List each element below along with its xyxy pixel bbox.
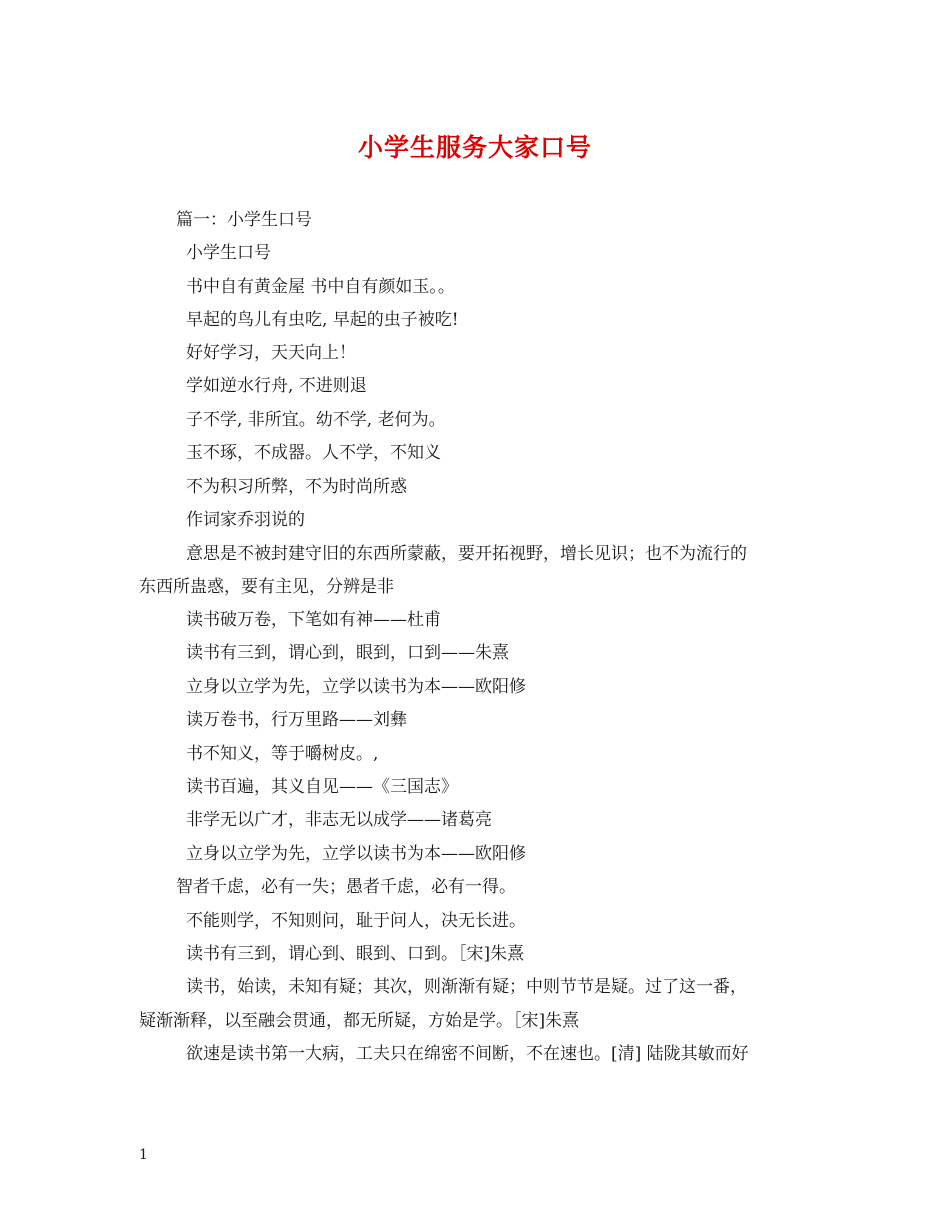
page-title: 小学生服务大家口号 — [357, 133, 592, 162]
section-heading: 篇一：小学生口号 — [176, 210, 312, 230]
text-line: 书不知义，等于嚼树皮。, — [186, 744, 379, 764]
text-line: 读书百遍，其义自见——《三国志》 — [186, 777, 458, 797]
text-line: 读书有三到，谓心到，眼到，口到——朱熹 — [186, 643, 509, 663]
text-line: 书中自有黄金屋 书中自有颜如玉。。 — [186, 277, 455, 297]
text-line: 立身以立学为先，立学以读书为本——欧阳修 — [186, 844, 526, 864]
text-line: 好好学习，天天向上！ — [186, 343, 356, 363]
text-line: 立身以立学为先，立学以读书为本——欧阳修 — [186, 677, 526, 697]
text-line: 意思是不被封建守旧的东西所蒙蔽，要开拓视野，增长见识；也不为流行的 — [186, 544, 747, 564]
subheading: 小学生口号 — [186, 243, 271, 263]
text-line: 读万卷书，行万里路——刘彝 — [186, 710, 407, 730]
text-line: 读书破万卷，下笔如有神——杜甫 — [186, 610, 441, 630]
text-line: 疑渐渐释，以至融会贯通，都无所疑，方始是学。［宋]朱熹 — [139, 1011, 580, 1031]
text-line: 读书，始读，未知有疑；其次，则渐渐有疑；中则节节是疑。过了这一番， — [186, 977, 747, 997]
text-line: 子不学, 非所宜。幼不学, 老何为。 — [186, 410, 446, 430]
text-line: 读书有三到，谓心到、眼到、口到。［宋]朱熹 — [186, 944, 525, 964]
text-line: 非学无以广才，非志无以成学——诸葛亮 — [186, 810, 492, 830]
text-line: 作词家乔羽说的 — [186, 510, 305, 530]
text-line: 欲速是读书第一大病，工夫只在绵密不间断，不在速也。[清] 陆陇其敏而好 — [186, 1044, 749, 1064]
text-line: 智者千虑，必有一失；愚者千虑，必有一得。 — [176, 877, 516, 897]
text-line: 东西所蛊惑，要有主见，分辨是非 — [139, 577, 394, 597]
page-number: 1 — [139, 1147, 148, 1163]
text-line: 不能则学，不知则问，耻于问人，决无长进。 — [186, 911, 526, 931]
text-line: 学如逆水行舟, 不进则退 — [186, 376, 367, 396]
text-line: 早起的鸟儿有虫吃, 早起的虫子被吃! — [186, 310, 459, 330]
text-line: 不为积习所弊，不为时尚所惑 — [186, 477, 407, 497]
text-line: 玉不琢，不成器。人不学，不知义 — [186, 443, 441, 463]
